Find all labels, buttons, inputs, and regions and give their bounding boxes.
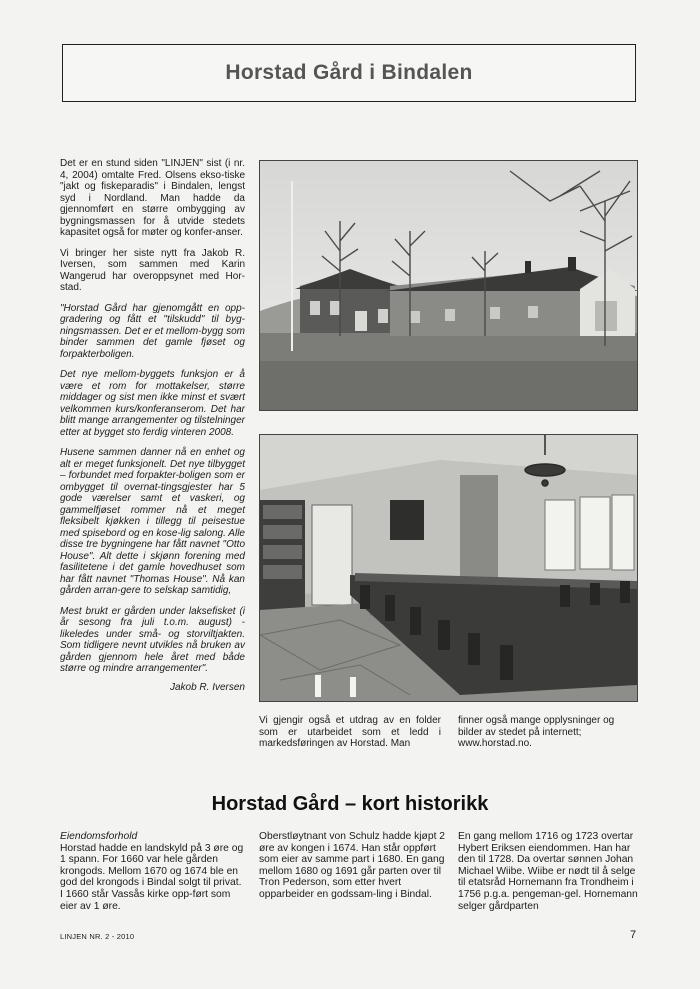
page-number: 7 [630,929,637,941]
history-column [458,831,644,912]
quote-paragraph: "Horstad Gård har gjenomgått en opp-gradering og fått et "tilskudd" til byg-ningsmassen. Det er et mellom-bygg som binder sammen det gamle fjøset og forpakterboligen. [60,302,245,360]
intro-paragraph: Det er en stund siden "LINJEN" sist (i nr. 4, 2004) omtalte Fred. Olsens ekso-tiske "jakt og fiskeparadis" i Bindalen, lengst syd i Nordland. Man hadde da gjennomført en større ombygging av bygningsmassen for å utvide stedets kapasitet også for møter og konfer-anser. [60,158,245,238]
history-column [60,831,246,912]
photo-caption: Vi gjengir også et utdrag av en folder som er utarbeidet som et ledd i markedsføringen av Horstad. Man [259,715,441,749]
photo-caption: finner også mange opplysninger og bilder av stedet på internett; www.horstad.no. [458,715,615,749]
issue-footer: LINJEN NR. 2 - 2010 [60,932,135,941]
quote-paragraph: Det nye mellom-byggets funksjon er å være et rom for mottakelser, større middager og sist men ikke minst et svært velkommen kurs/konferanserom. Det har blitt mange arrangementer og tilstelninger etter at bygget sto ferdig vinteren 2008. [60,369,245,438]
history-title: Horstad Gård – kort historikk [211,793,489,815]
quote-paragraph: Husene sammen danner nå en enhet og alt er meget funksjonelt. Det nye tilbygget – forbundet med forpakter-boligen som er ombygget til overnat-tingsgjester har 5 gode værelser samt et vaskeri, og gammelfjøset rommer nå et meget fleksibelt kjøkken i tillegg til peisestue med spisebord og en kose-lig salong. Alle disse tre bygningene har fått navnet "Otto House". Alt dette i skjønn forening med fasilitetene i det gamle hovedhuset som har fått navnet "Thomas House". Nå kan gården arran-gere to selskap samtidig, [60,447,245,596]
history-column [259,831,445,901]
farm-exterior-photo [259,160,638,411]
conference-room-photo [259,434,638,702]
title-box [62,44,636,102]
history-text: Oberstløytnant von Schulz hadde kjøpt 2 øre av kongen i 1674. Han står oppført som eier av samme part i 1680. En gang mellom 1680 og 1691 går parten over til Tron Pederson, som etter hvert opparbeider en godssam-ling i Bindal. [259,831,446,900]
intro-paragraph: Vi bringer her siste nytt fra Jakob R. Iversen, som sammen med Karin Wangerud har overoppsynet med Hor-stad. [60,247,245,293]
history-text: Horstad hadde en landskyld på 3 øre og 1 spann. For 1660 var hele gården krongods. Mellom 1670 og 1674 ble en god del krongods i Bindal solgt til privat. I 1660 står Vassås kirke opp-ført som eier av 1 øre. [60,842,244,912]
signature: Jakob R. Iversen [169,681,245,693]
page-title: Horstad Gård i Bindalen [225,61,473,84]
history-subheading: Eiendomsforhold [60,831,138,842]
intro-column [60,158,245,702]
history-text: En gang mellom 1716 og 1723 overtar Hybert Eriksen eiendommen. Han har den til 1728. Da overtar sønnen Johan Michael Wiibe. Wiibe er nødt til å selge til etatsråd Hornemann fra Trondheim i 1756 p.g.a. pengeman-gel. Hornemann selger gårdparten [458,831,638,912]
quote-paragraph: Mest brukt er gården under laksefisket (i år sesong fra juli t.o.m. august) - likeledes under små- og storviltjakten. Som tidligere nevnt utvikles nå bruken av gården gjennom hele året med både større og mindre arrangementer". [60,605,245,674]
